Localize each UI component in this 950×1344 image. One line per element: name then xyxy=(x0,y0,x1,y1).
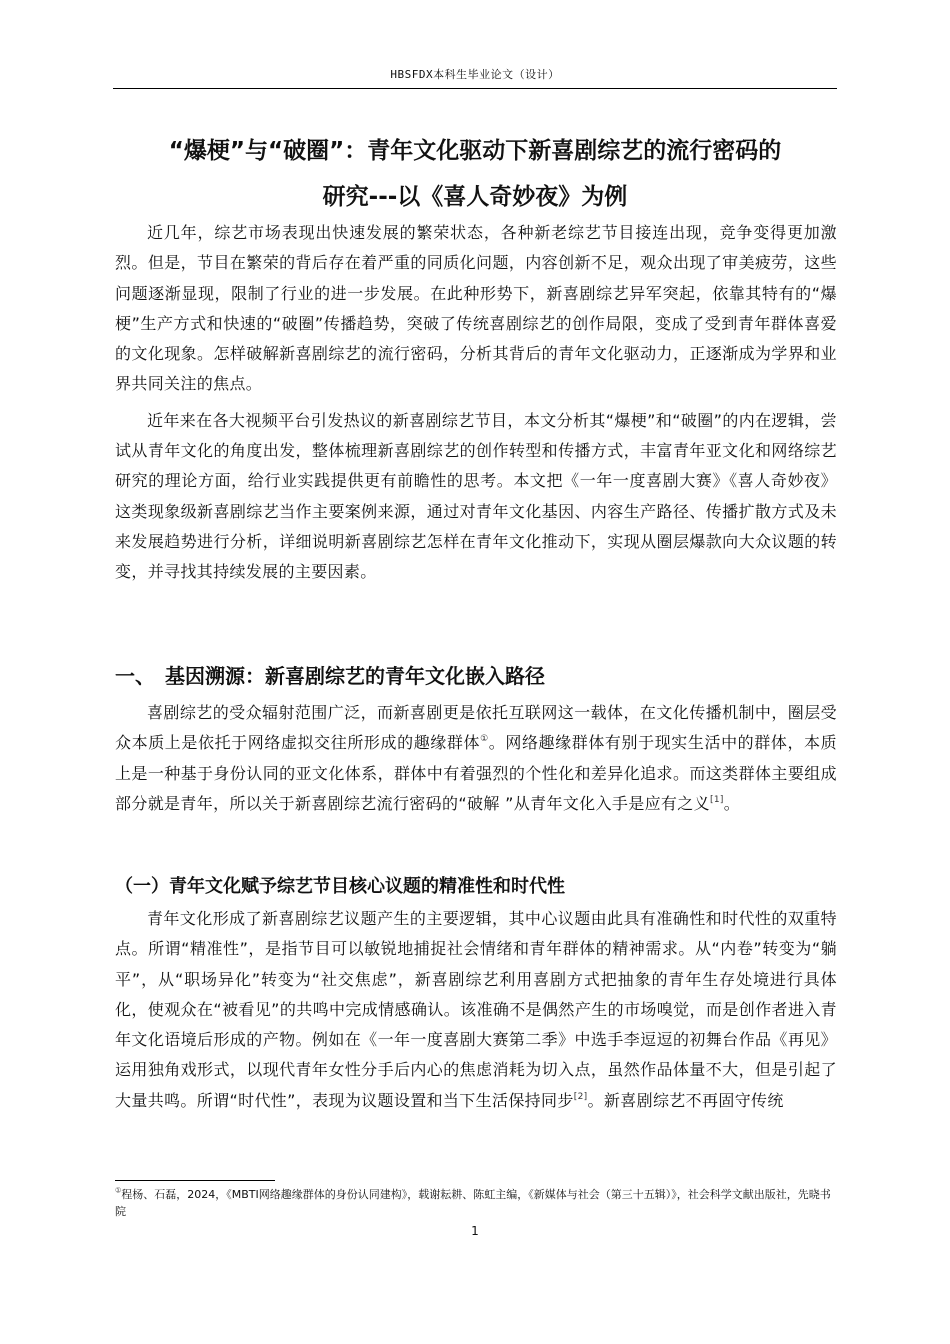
page-header: HBSFDX本科生毕业论文（设计） xyxy=(390,68,560,81)
subsection-1 xyxy=(115,870,837,1116)
section-1-heading: 一、 基因溯源：新喜剧综艺的青年文化嵌入路径 xyxy=(115,664,545,688)
footnote-marker: ① xyxy=(115,1186,122,1195)
citation-2[interactable]: [2] xyxy=(573,1091,588,1102)
footnote-ref-1[interactable]: ① xyxy=(480,734,489,745)
section-1-paragraph-1-text-c: 。 xyxy=(723,793,741,813)
section-1 xyxy=(115,658,837,819)
paper-title xyxy=(100,128,850,220)
subsection-1-paragraph-1 xyxy=(115,904,837,1116)
page-number: 1 xyxy=(471,1224,479,1238)
footnote-text: 程杨、石磊，2024，《MBTI网络趣缘群体的身份认同建构》，载谢耘耕、陈虹主编，《新媒体与社会（第三十五辑）》，社会科学文献出版社，先晓书院 xyxy=(115,1188,831,1218)
footnote-rule xyxy=(115,1180,275,1181)
section-1-paragraph-1-text-a: 喜剧综艺的受众辐射范围广泛，而新喜剧更是依托互联网这一载体，在文化传播机制中，圈层受众本质上是依托于网络虚拟交往所形成的趣缘群体 xyxy=(115,703,837,753)
section-1-paragraph-1 xyxy=(115,698,837,819)
subsection-1-paragraph-1-text-b: 。新喜剧综艺不再固守传统 xyxy=(587,1090,784,1110)
intro-block xyxy=(115,218,837,588)
intro-paragraph-1: 近几年，综艺市场表现出快速发展的繁荣状态，各种新老综艺节目接连出现，竞争变得更加激烈。但是，节目在繁荣的背后存在着严重的同质化问题，内容创新不足，观众出现了审美疲劳，这些问题逐渐显现，限制了行业的进一步发展。在此种形势下，新喜剧综艺异军突起，依靠其特有的“爆梗”生产方式和快速的“破圈”传播趋势，突破了传统喜剧综艺的创作局限，变成了受到青年群体喜爱的文化现象。怎样破解新喜剧综艺的流行密码，分析其背后的青年文化驱动力，正逐渐成为学界和业界共同关注的焦点。 xyxy=(115,223,837,394)
section-1-paragraph-1-text-b: 。网络趣缘群体有别于现实生活中的群体，本质上是一种基于身份认同的亚文化体系，群体中有着强烈的个性化和差异化追求。而这类群体主要组成部分就是青年，所以关于新喜剧综艺流行密码的“破解 ”从青年文化入手是应有之义 xyxy=(115,733,838,813)
footnote xyxy=(115,1186,837,1220)
intro-paragraph-2: 近年来在各大视频平台引发热议的新喜剧综艺节目，本文分析其“爆梗”和“破圈”的内在逻辑，尝试从青年文化的角度出发，整体梳理新喜剧综艺的创作转型和传播方式，丰富青年亚文化和网络综艺研究的理论方面，给行业实践提供更有前瞻性的思考。本文把《一年一度喜剧大赛》《喜人奇妙夜》这类现象级新喜剧综艺当作主要案例来源，通过对青年文化基因、内容生产路径、传播扩散方式及未来发展趋势进行分析，详细说明新喜剧综艺怎样在青年文化推动下，实现从圈层爆款向大众议题的转变，并寻找其持续发展的主要因素。 xyxy=(115,410,837,582)
title-line-2: 研究---以《喜人奇妙夜》为例 xyxy=(322,184,628,210)
citation-1[interactable]: [1] xyxy=(709,794,724,805)
subsection-1-heading: （一）青年文化赋予综艺节目核心议题的精准性和时代性 xyxy=(115,876,565,897)
title-line-1: “爆梗”与“破圈”：青年文化驱动下新喜剧综艺的流行密码的 xyxy=(168,138,782,164)
header-rule xyxy=(113,88,837,89)
subsection-1-paragraph-1-text-a: 青年文化形成了新喜剧综艺议题产生的主要逻辑，其中心议题由此具有准确性和时代性的双重特点。所谓“精准性”，是指节目可以敏锐地捕捉社会情绪和青年群体的精神需求。从“内卷”转变为“躺平”，从“职场异化”转变为“社交焦虑”，新喜剧综艺利用喜剧方式把抽象的青年生存处境进行具体化，使观众在“被看见”的共鸣中完成情感确认。该准确不是偶然产生的市场嗅觉，而是创作者进入青年文化语境后形成的产物。例如在《一年一度喜剧大赛第二季》中选手李逗逗的初舞台作品《再见》运用独角戏形式，以现代青年女性分手后内心的焦虑消耗为切入点，虽然作品体量不大，但是引起了大量共鸣。所谓“时代性”，表现为议题设置和当下生活保持同步 xyxy=(115,909,837,1110)
